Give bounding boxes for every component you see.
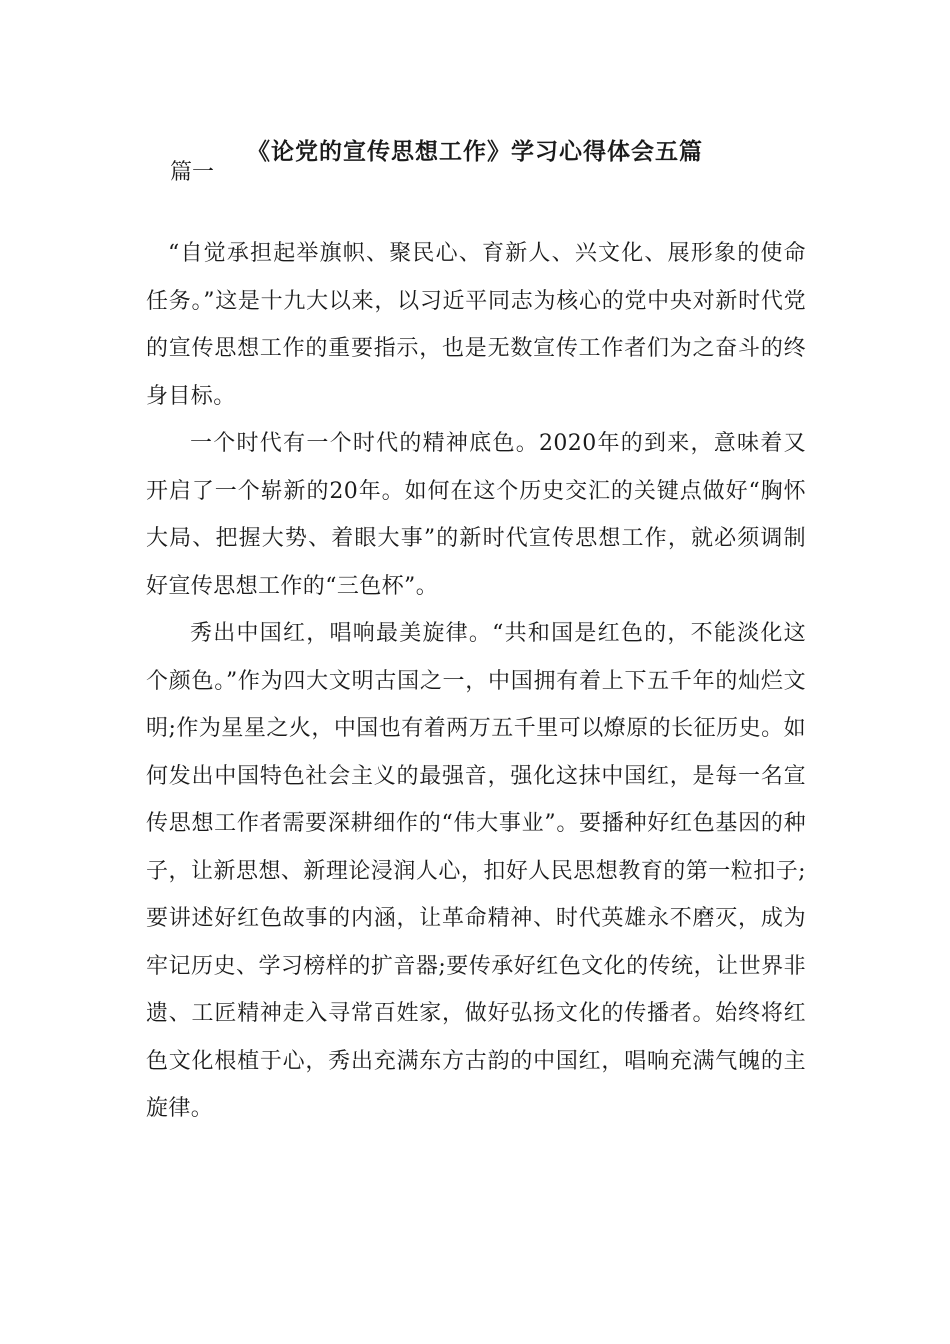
paragraph-2: 一个时代有一个时代的精神底色。2020年的到来，意味着又开启了一个崭新的20年。如何在这个历史交汇的关键点做好“胸怀大局、把握大势、着眼大事”的新时代宣传思想工作，就必须调制好宣传思想工作的“三色杯”。 bbox=[146, 431, 806, 599]
paragraph-1: “自觉承担起举旗帜、聚民心、育新人、兴文化、展形象的使命任务。”这是十九大以来，以习近平同志为核心的党中央对新时代党的宣传思想工作的重要指示，也是无数宣传工作者们为之奋斗的终身目标。 bbox=[146, 241, 806, 409]
section-heading: 篇一 bbox=[170, 160, 215, 185]
document-body bbox=[146, 230, 806, 1133]
paragraph-3: 秀出中国红，唱响最美旋律。“共和国是红色的，不能淡化这个颜色。”作为四大文明古国之一，中国拥有着上下五千年的灿烂文明;作为星星之火，中国也有着两万五千里可以燎原的长征历史。如何发出中国特色社会主义的最强音，强化这抹中国红，是每一名宣传思想工作者需要深耕细作的“伟大事业”。要播种好红色基因的种子，让新思想、新理论浸润人心，扣好人民思想教育的第一粒扣子;要讲述好红色故事的内涵，让革命精神、时代英雄永不磨灭，成为牢记历史、学习榜样的扩音器;要传承好红色文化的传统，让世界非遗、工匠精神走入寻常百姓家，做好弘扬文化的传播者。始终将红色文化根植于心，秀出充满东方古韵的中国红，唱响充满气魄的主旋律。 bbox=[146, 621, 806, 1121]
document-title: 《论党的宣传思想工作》学习心得体会五篇 bbox=[247, 138, 703, 165]
